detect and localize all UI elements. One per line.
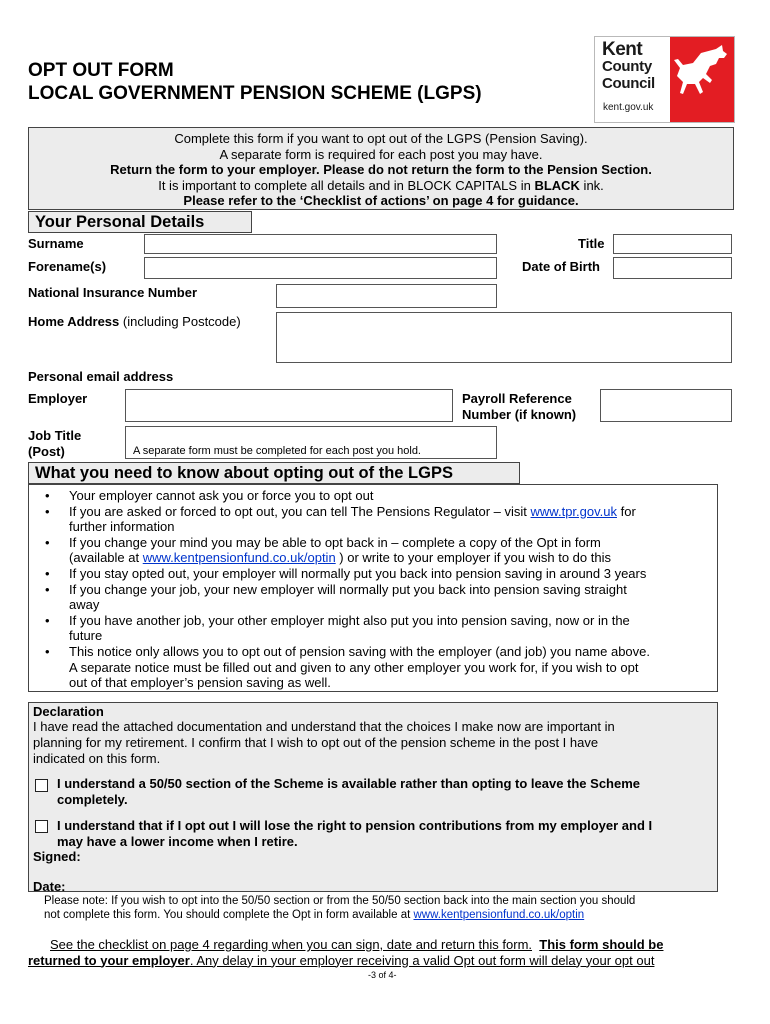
fifty-fifty-statement: I understand a 50/50 section of the Scheme is available rather than opting to leave the Scheme completely. [57,776,641,807]
form-subtitle: LOCAL GOVERNMENT PENSION SCHEME (LGPS) [28,83,482,104]
intro-line-5: Please refer to the ‘Checklist of actions’ on page 4 for guidance. [183,193,579,208]
title-label: Title [578,236,605,251]
fifty-fifty-checkbox[interactable] [35,779,48,792]
instructions-box [28,127,734,210]
optout-info-heading: What you need to know about opting out of the LGPS [28,462,520,484]
ni-number-field[interactable] [276,284,497,308]
surname-label: Surname [28,236,84,251]
logo-line-county: County [602,58,652,75]
list-item: • If you change your job, your new employer will normally put you back into pension saving straight away [29,582,717,613]
payroll-ref-label-2: Number (if known) [462,407,577,422]
list-item: • If you stay opted out, your employer will normally put you back into pension saving in around 3 years [29,566,717,582]
form-title: OPT OUT FORM [28,60,174,81]
intro-line-3: Return the form to your employer. Please do not return the form to the Pension Section. [110,162,652,177]
ni-number-label: National Insurance Number [28,285,198,300]
job-title-label-2: (Post) [28,444,65,459]
logo-url: kent.gov.uk [603,102,654,113]
dob-field[interactable] [613,257,732,279]
footer-text: See the checklist on page 4 regarding when you can sign, date and return this form. This form should be returned to your employer. Any delay in your employer receiving a valid Opt out form will delay your opt out [28,937,664,968]
job-title-label-1: Job Title [28,428,82,443]
logo-line-council: Council [602,75,655,92]
kent-county-council-logo [594,36,735,123]
forenames-field[interactable] [144,257,497,279]
title-field[interactable] [613,234,732,254]
payroll-ref-field[interactable] [600,389,732,422]
home-address-field[interactable] [276,312,732,363]
note-text: Please note: If you wish to opt into the 50/50 section or from the 50/50 section back into the main section you should not complete this form. You should complete the Opt in form available at www.kentpensionfund.co.uk/optin [44,895,636,921]
forenames-label: Forename(s) [28,259,107,274]
signed-label: Signed: [33,849,81,864]
declaration-text: I have read the attached documentation and understand that the choices I make now are important in planning for my retirement. I confirm that I wish to opt out of the pension scheme in the post I have indicated on this form. [33,719,615,766]
list-item: • Your employer cannot ask you or force you to opt out [29,488,717,504]
job-title-note: A separate form must be completed for each post you hold. [133,445,421,457]
declaration-heading: Declaration [33,704,104,719]
page-number: -3 of 4- [368,970,397,980]
employer-label: Employer [28,391,88,406]
email-label: Personal email address [28,369,174,384]
optin-form-link[interactable]: www.kentpensionfund.co.uk/optin [142,550,336,566]
declaration-box [28,702,718,892]
optout-info-box [28,484,718,692]
payroll-ref-label-1: Payroll Reference [462,391,572,406]
list-item: • This notice only allows you to opt out of pension saving with the employer (and job) you name above. A separate notice must be filled out and given to any other employer you work for, if you wish to opt out of that employer’s pension saving as well. [29,644,717,691]
list-item: • If you are asked or forced to opt out, you can tell The Pensions Regulator – visit www.tpr.gov.uk for further information [29,504,717,535]
horse-emblem-icon [670,37,734,122]
date-label: Date: [33,879,66,894]
optin-note-link[interactable]: www.kentpensionfund.co.uk/optin [413,909,585,921]
job-title-field[interactable] [125,426,497,459]
intro-line-4: It is important to complete all details and in BLOCK CAPITALS in BLACK ink. [158,177,604,193]
list-item: • If you have another job, your other employer might also put you into pension saving, now or in the future [29,613,717,644]
list-item: • If you change your mind you may be able to opt back in – complete a copy of the Opt in form (available at www.kentpensionfund.co.uk/optin ) or write to your employer if you wish to do this [29,535,717,566]
intro-line-1: Complete this form if you want to opt out of the LGPS (Pension Saving). [174,131,588,146]
employer-field[interactable] [125,389,453,422]
tpr-link[interactable]: www.tpr.gov.uk [530,503,617,519]
address-label: Home Address (including Postcode) [28,314,241,329]
intro-line-2: A separate form is required for each post you may have. [219,146,543,162]
personal-details-heading: Your Personal Details [28,211,252,233]
logo-line-kent: Kent [602,39,643,60]
lose-contributions-statement: I understand that if I opt out I will lose the right to pension contributions from my employer and I may have a lower income when I retire. [57,818,653,849]
surname-field[interactable] [144,234,497,254]
lose-contributions-checkbox[interactable] [35,820,48,833]
dob-label: Date of Birth [522,259,600,274]
